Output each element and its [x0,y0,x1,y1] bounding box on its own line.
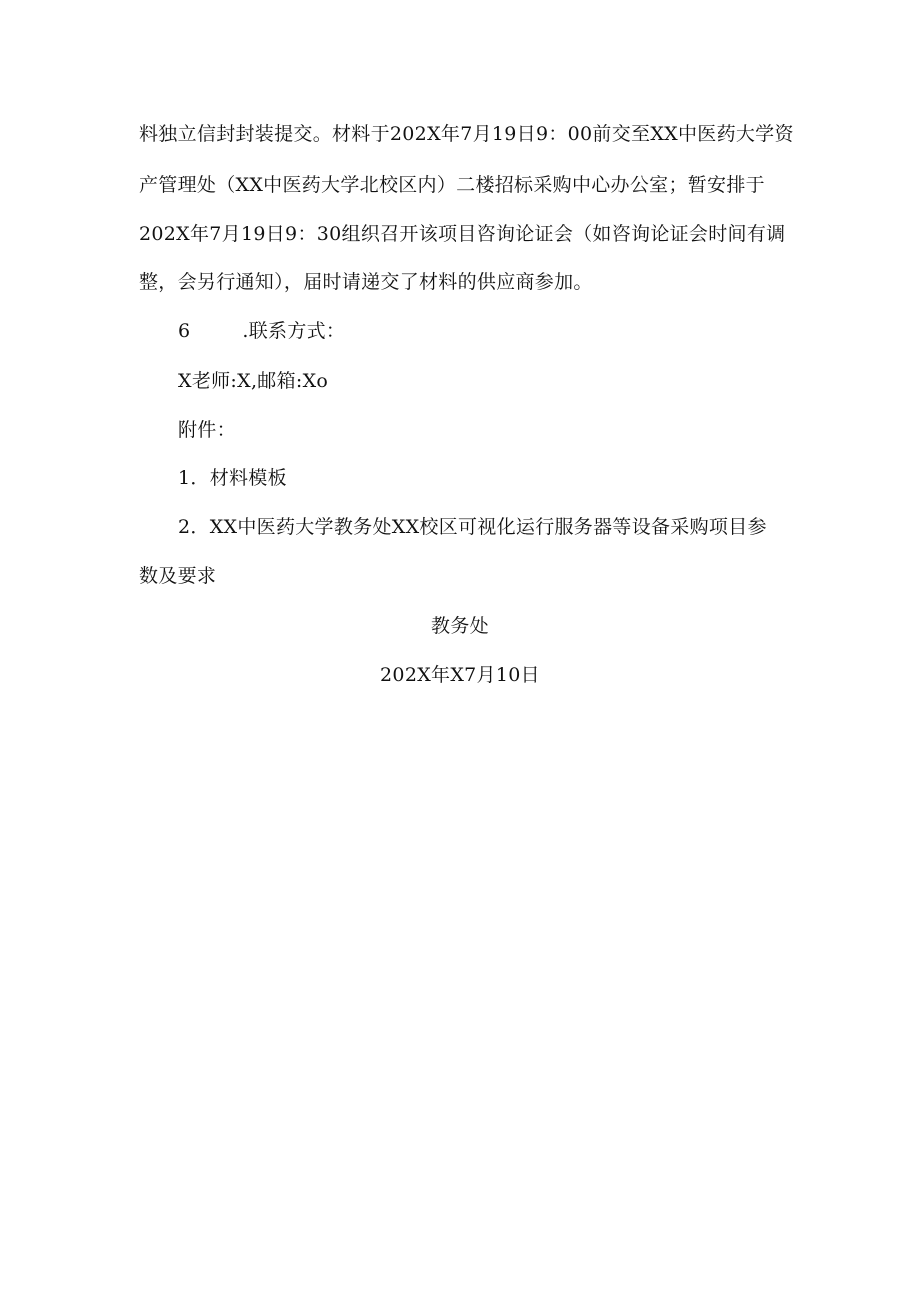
attachment-item-1: 1．材料模板 [178,467,287,489]
signature-date: 202X年X7月10日 [380,664,540,686]
attachment-item-2-line-2: 数及要求 [139,565,217,587]
contact-heading-text: .联系方式： [242,320,346,342]
paragraph-line-2: 产管理处（XX中医药大学北校区内）二楼招标采购中心办公室；暂安排于 [139,174,765,196]
contact-heading [178,319,345,343]
paragraph-line-3: 202X年7月19日9：30组织召开该项目咨询论证会（如咨询论证会时间有调 [139,223,786,245]
attachments-heading: 附件： [178,419,236,441]
paragraph-line-1: 料独立信封封装提交。材料于202X年7月19日9：00前交至XX中医药大学资 [139,123,794,145]
contact-number: 6 [178,320,191,342]
paragraph-line-4: 整，会另行通知），届时请递交了材料的供应商参加。 [139,271,593,293]
contact-detail: X老师:X,邮箱:Xo [178,370,329,392]
signature-department: 教务处 [431,615,489,637]
attachment-item-2-line-1: 2．XX中医药大学教务处XX校区可视化运行服务器等设备采购项目参 [178,516,767,538]
